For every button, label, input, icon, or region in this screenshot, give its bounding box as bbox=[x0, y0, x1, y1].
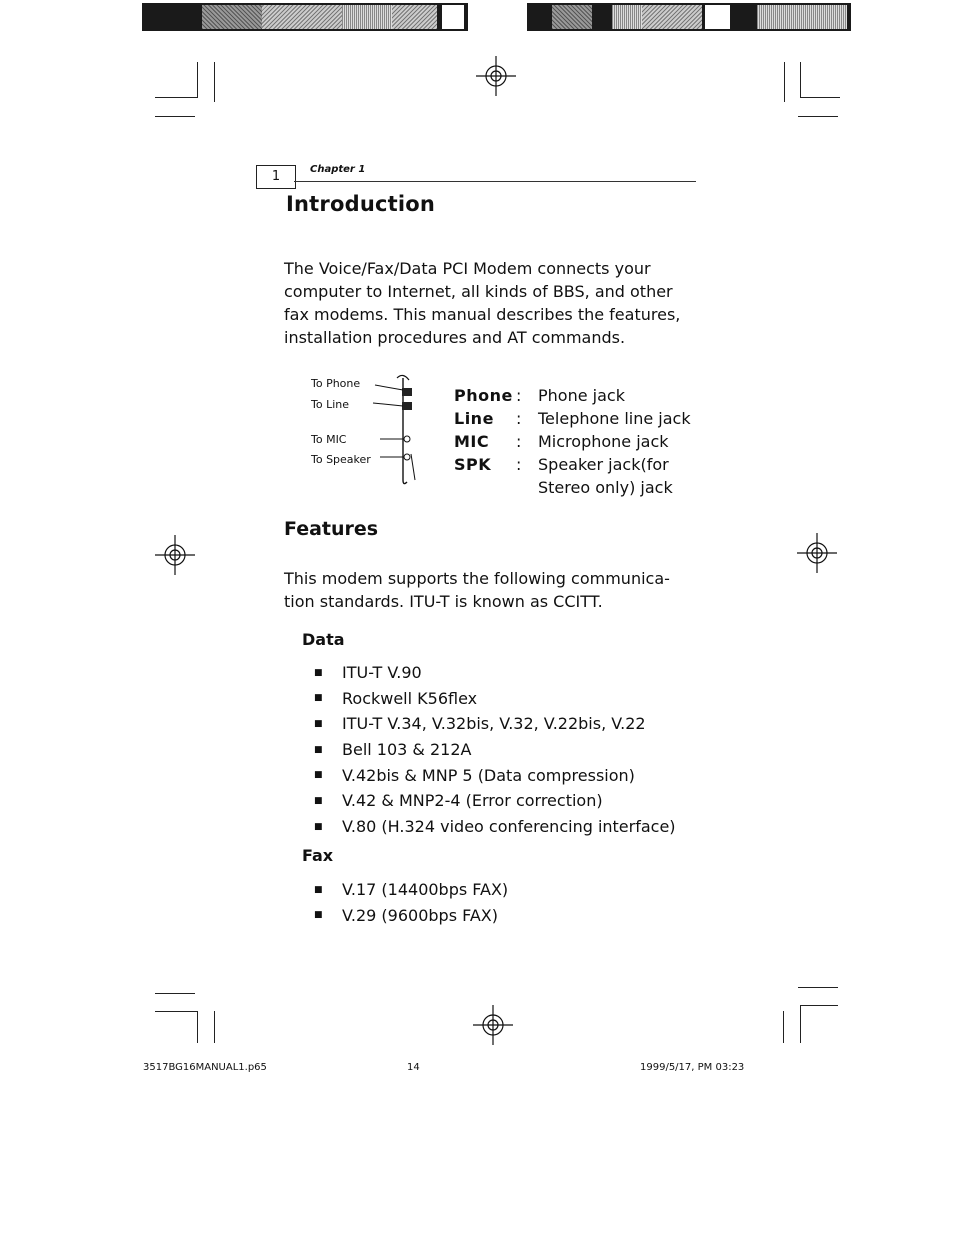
fax-heading: Fax bbox=[302, 846, 334, 865]
crop-mark bbox=[155, 97, 197, 98]
definition-colon: : bbox=[516, 455, 522, 474]
crop-mark bbox=[800, 1005, 801, 1043]
definition-desc: Microphone jack bbox=[538, 432, 669, 451]
list-item: ■ ITU-T V.90 bbox=[314, 663, 422, 682]
features-heading: Features bbox=[284, 518, 379, 540]
diagram-label-speaker: To Speaker bbox=[311, 453, 371, 466]
modem-bracket-diagram bbox=[355, 370, 425, 490]
crop-mark bbox=[800, 1005, 838, 1006]
footer-page: 14 bbox=[407, 1062, 420, 1073]
definition-colon: : bbox=[516, 432, 522, 451]
data-standards-list bbox=[314, 660, 676, 840]
features-intro-line: This modem supports the following communica- bbox=[284, 569, 670, 588]
list-item: ■ V.80 (H.324 video conferencing interface) bbox=[314, 817, 676, 837]
features-intro bbox=[284, 567, 704, 613]
definition-desc: Phone jack bbox=[538, 386, 625, 405]
definition-row bbox=[454, 384, 691, 407]
chapter-number: 1 bbox=[256, 165, 296, 189]
crop-mark bbox=[800, 97, 840, 98]
definition-row bbox=[454, 476, 691, 499]
definition-desc: Telephone line jack bbox=[538, 409, 691, 428]
chapter-label: Chapter 1 bbox=[310, 164, 366, 175]
definition-desc: Speaker jack(for bbox=[538, 455, 669, 474]
intro-line: The Voice/Fax/Data PCI Modem connects your bbox=[284, 259, 651, 278]
definition-row bbox=[454, 430, 691, 453]
crop-mark bbox=[214, 62, 215, 102]
definition-colon: : bbox=[516, 386, 522, 405]
intro-paragraph bbox=[284, 257, 704, 349]
fax-standards-list bbox=[314, 877, 508, 928]
crop-mark bbox=[197, 1011, 198, 1043]
list-item: ■ Rockwell K56flex bbox=[314, 688, 478, 708]
crop-mark bbox=[155, 993, 195, 994]
registration-bar-left bbox=[142, 3, 468, 31]
definition-colon: : bbox=[516, 409, 522, 428]
registration-target-icon bbox=[797, 533, 837, 573]
list-item: ■ V.17 (14400bps FAX) bbox=[314, 880, 509, 899]
definition-row bbox=[454, 453, 691, 476]
registration-bar-right bbox=[527, 3, 851, 31]
page-title: Introduction bbox=[286, 192, 436, 216]
definition-term: Phone bbox=[454, 386, 513, 405]
jack-definitions bbox=[454, 384, 691, 499]
data-heading: Data bbox=[302, 630, 345, 649]
registration-target-icon bbox=[473, 1005, 513, 1045]
crop-mark bbox=[214, 1011, 215, 1043]
list-item: ■ Bell 103 & 212A bbox=[314, 740, 472, 760]
diagram-label-mic: To MIC bbox=[311, 433, 347, 446]
registration-target-icon bbox=[476, 56, 516, 96]
crop-mark bbox=[783, 1011, 784, 1043]
list-item: ■ V.42bis & MNP 5 (Data compression) bbox=[314, 765, 635, 785]
intro-line: computer to Internet, all kinds of BBS, and other bbox=[284, 282, 673, 301]
list-item: ■ V.29 (9600bps FAX) bbox=[314, 905, 498, 925]
footer-file: 3517BG16MANUAL1.p65 bbox=[143, 1062, 267, 1073]
diagram-label-phone: To Phone bbox=[311, 377, 361, 390]
crop-mark bbox=[798, 116, 838, 117]
crop-mark bbox=[800, 62, 801, 98]
features-intro-line: tion standards. ITU-T is known as CCITT. bbox=[284, 592, 603, 611]
definition-term: Line bbox=[454, 409, 494, 428]
intro-line: fax modems. This manual describes the features, bbox=[284, 305, 681, 324]
crop-mark bbox=[784, 62, 785, 102]
registration-target-icon bbox=[155, 535, 195, 575]
definition-desc-continued: Stereo only) jack bbox=[538, 478, 673, 497]
intro-line: installation procedures and AT commands. bbox=[284, 328, 626, 347]
crop-mark bbox=[155, 1011, 197, 1012]
crop-mark bbox=[798, 987, 838, 988]
diagram-label-line: To Line bbox=[311, 398, 350, 411]
definition-term: MIC bbox=[454, 432, 490, 451]
list-item: ■ ITU-T V.34, V.32bis, V.32, V.22bis, V.22 bbox=[314, 714, 646, 734]
chapter-rule bbox=[294, 181, 696, 182]
list-item: ■ V.42 & MNP2-4 (Error correction) bbox=[314, 791, 603, 811]
crop-mark bbox=[155, 116, 195, 117]
definition-term: SPK bbox=[454, 455, 492, 474]
footer-timestamp: 1999/5/17, PM 03:23 bbox=[640, 1062, 745, 1073]
definition-row bbox=[454, 407, 691, 430]
crop-mark bbox=[197, 62, 198, 98]
